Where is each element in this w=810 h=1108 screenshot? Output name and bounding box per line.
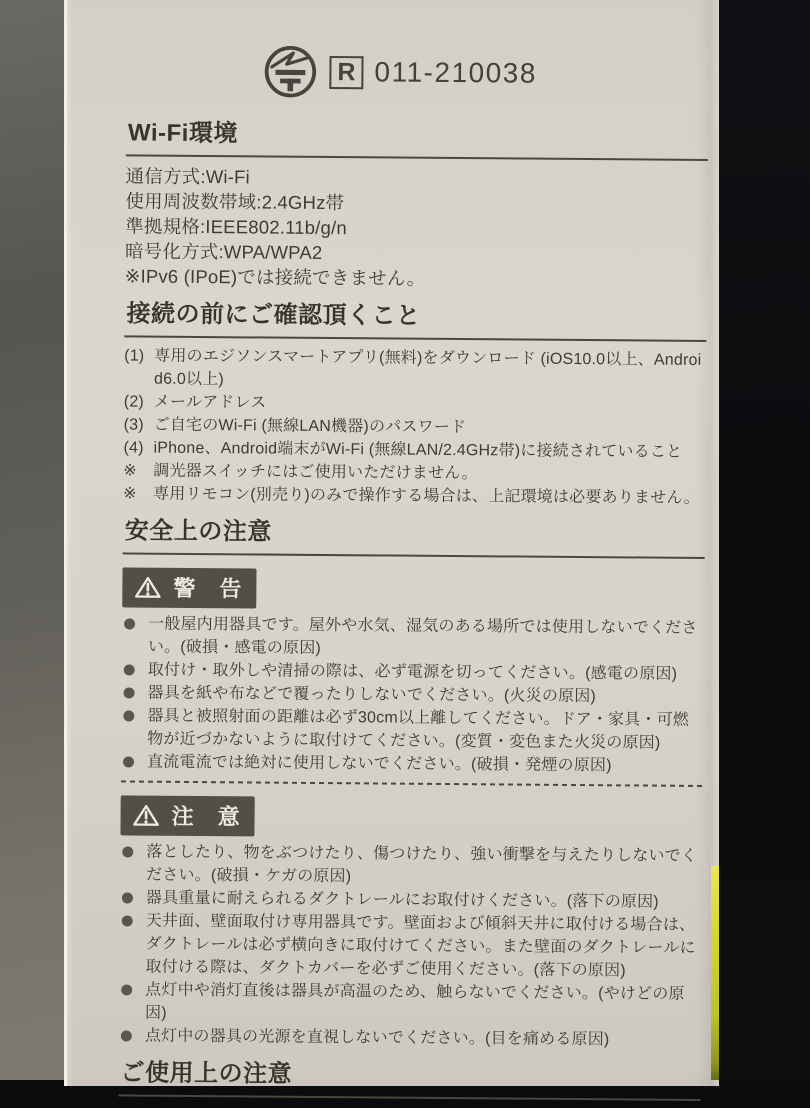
spec-line: 準拠規格:IEEE802.11b/g/n xyxy=(125,213,707,243)
r-mark-badge: R xyxy=(329,56,363,89)
item-text: ご自宅のWi-Fi (無線LAN機器)のパスワード xyxy=(154,414,706,441)
bullet-dot xyxy=(122,892,133,903)
warning-triangle-icon xyxy=(132,803,159,827)
item-number: (4) xyxy=(123,436,153,459)
spec-line: 暗号化方式:WPA/WPA2 xyxy=(125,238,707,268)
connect-checklist xyxy=(123,344,706,510)
caution-item xyxy=(119,1024,701,1052)
warning-list xyxy=(121,612,704,778)
package-front-panel xyxy=(64,0,719,1086)
safety-section-title: 安全上の注意 xyxy=(123,510,705,559)
note-text: 調光器スイッチにはご使用いただけません。 xyxy=(153,460,705,487)
connect-section-title: 接続の前にご確認頂くこと xyxy=(124,293,706,342)
caution-text: 点灯中や消灯直後は器具が高温のため、触らないでください。(やけどの原因) xyxy=(145,979,701,1029)
warning-item xyxy=(122,612,704,663)
note-marker: ※ xyxy=(123,482,153,505)
caution-label-box xyxy=(120,795,254,836)
caution-label: 注 意 xyxy=(171,800,248,832)
wifi-section-title: Wi-Fi環境 xyxy=(126,112,708,161)
dashed-divider xyxy=(121,780,703,787)
printed-content xyxy=(58,0,719,1108)
numbered-item xyxy=(124,344,706,395)
bullet-dot xyxy=(122,846,133,857)
bullet-dot xyxy=(124,618,135,629)
wifi-spec-list xyxy=(125,163,708,293)
bullet-dot xyxy=(123,756,134,767)
certification-number: 011-210038 xyxy=(374,56,537,89)
spec-line: 通信方式:Wi-Fi xyxy=(126,163,708,193)
caution-item xyxy=(119,978,701,1029)
note-marker: ※ xyxy=(123,459,153,482)
item-text: 専用のエジソンスマートアプリ(無料)をダウンロード (iOS10.0以上、Android6.0以上) xyxy=(154,345,706,395)
yellow-box-edge xyxy=(711,866,719,1080)
item-text: iPhone、Android端末がWi-Fi (無線LAN/2.4GHz帯)に接続されていること xyxy=(153,437,705,464)
warning-item xyxy=(121,750,703,778)
warning-text: 直流電流では絶対に使用しないでください。(破損・発煙の原因) xyxy=(147,751,703,778)
warning-text: 器具と被照射面の距離は必ず30cm以上離してください。ドア・家具・可燃物が近づかないように取付けてください。(変質・変色また火災の原因) xyxy=(147,705,703,755)
caution-text: 天井面、壁面取付け専用器具です。壁面および傾斜天井に取付ける場合は、ダクトレールは必ず横向きに取付けてください。また壁面のダクトレールに取付ける際は、ダクトカバーを必ずご使用ください。(落下の原因) xyxy=(145,910,702,983)
note-text: 専用リモコン(別売り)のみで操作する場合は、上記環境は必要ありません。 xyxy=(153,483,705,510)
caution-item xyxy=(119,909,702,983)
certification-row xyxy=(262,43,708,103)
caution-text: 点灯中の器具の光源を直視しないでください。(目を痛める原因) xyxy=(145,1025,701,1052)
giteki-mark-icon xyxy=(262,43,318,99)
bullet-dot xyxy=(124,687,135,698)
note-item xyxy=(123,482,705,510)
bullet-dot xyxy=(121,984,132,995)
caution-item xyxy=(120,840,702,891)
bullet-dot xyxy=(122,915,133,926)
item-number: (3) xyxy=(124,413,154,436)
bullet-dot xyxy=(123,710,134,721)
warning-text: 取付け・取外しや清掃の際は、必ず電源を切ってください。(感電の原因) xyxy=(148,659,704,686)
item-number: (1) xyxy=(124,344,154,367)
warning-triangle-icon xyxy=(134,575,161,599)
caution-list xyxy=(119,840,703,1052)
caution-text: 器具重量に耐えられるダクトレールにお取付けください。(落下の原因) xyxy=(146,887,702,914)
usage-section-title: ご使用上の注意 xyxy=(118,1052,700,1101)
item-text: メールアドレス xyxy=(154,391,706,418)
caution-text: 落としたり、物をぶつけたり、傷つけたり、強い衝撃を与えたりしないでください。(破損・ケガの原因) xyxy=(146,841,702,891)
item-number: (2) xyxy=(124,390,154,413)
bullet-dot xyxy=(124,664,135,675)
warning-text: 器具を紙や布などで覆ったりしないでください。(火災の原因) xyxy=(147,682,703,709)
spec-line: ※IPv6 (IPoE)では接続できません。 xyxy=(125,263,707,293)
warning-text: 一般屋内用器具です。屋外や水気、湿気のある場所では使用しないでください。(破損・感電の原因) xyxy=(148,613,704,663)
warning-label: 警 告 xyxy=(173,572,250,604)
warning-item xyxy=(121,704,703,755)
bullet-dot xyxy=(121,1030,132,1041)
spec-line: 使用周波数帯域:2.4GHz帯 xyxy=(125,188,707,218)
warning-label-box xyxy=(122,567,256,608)
